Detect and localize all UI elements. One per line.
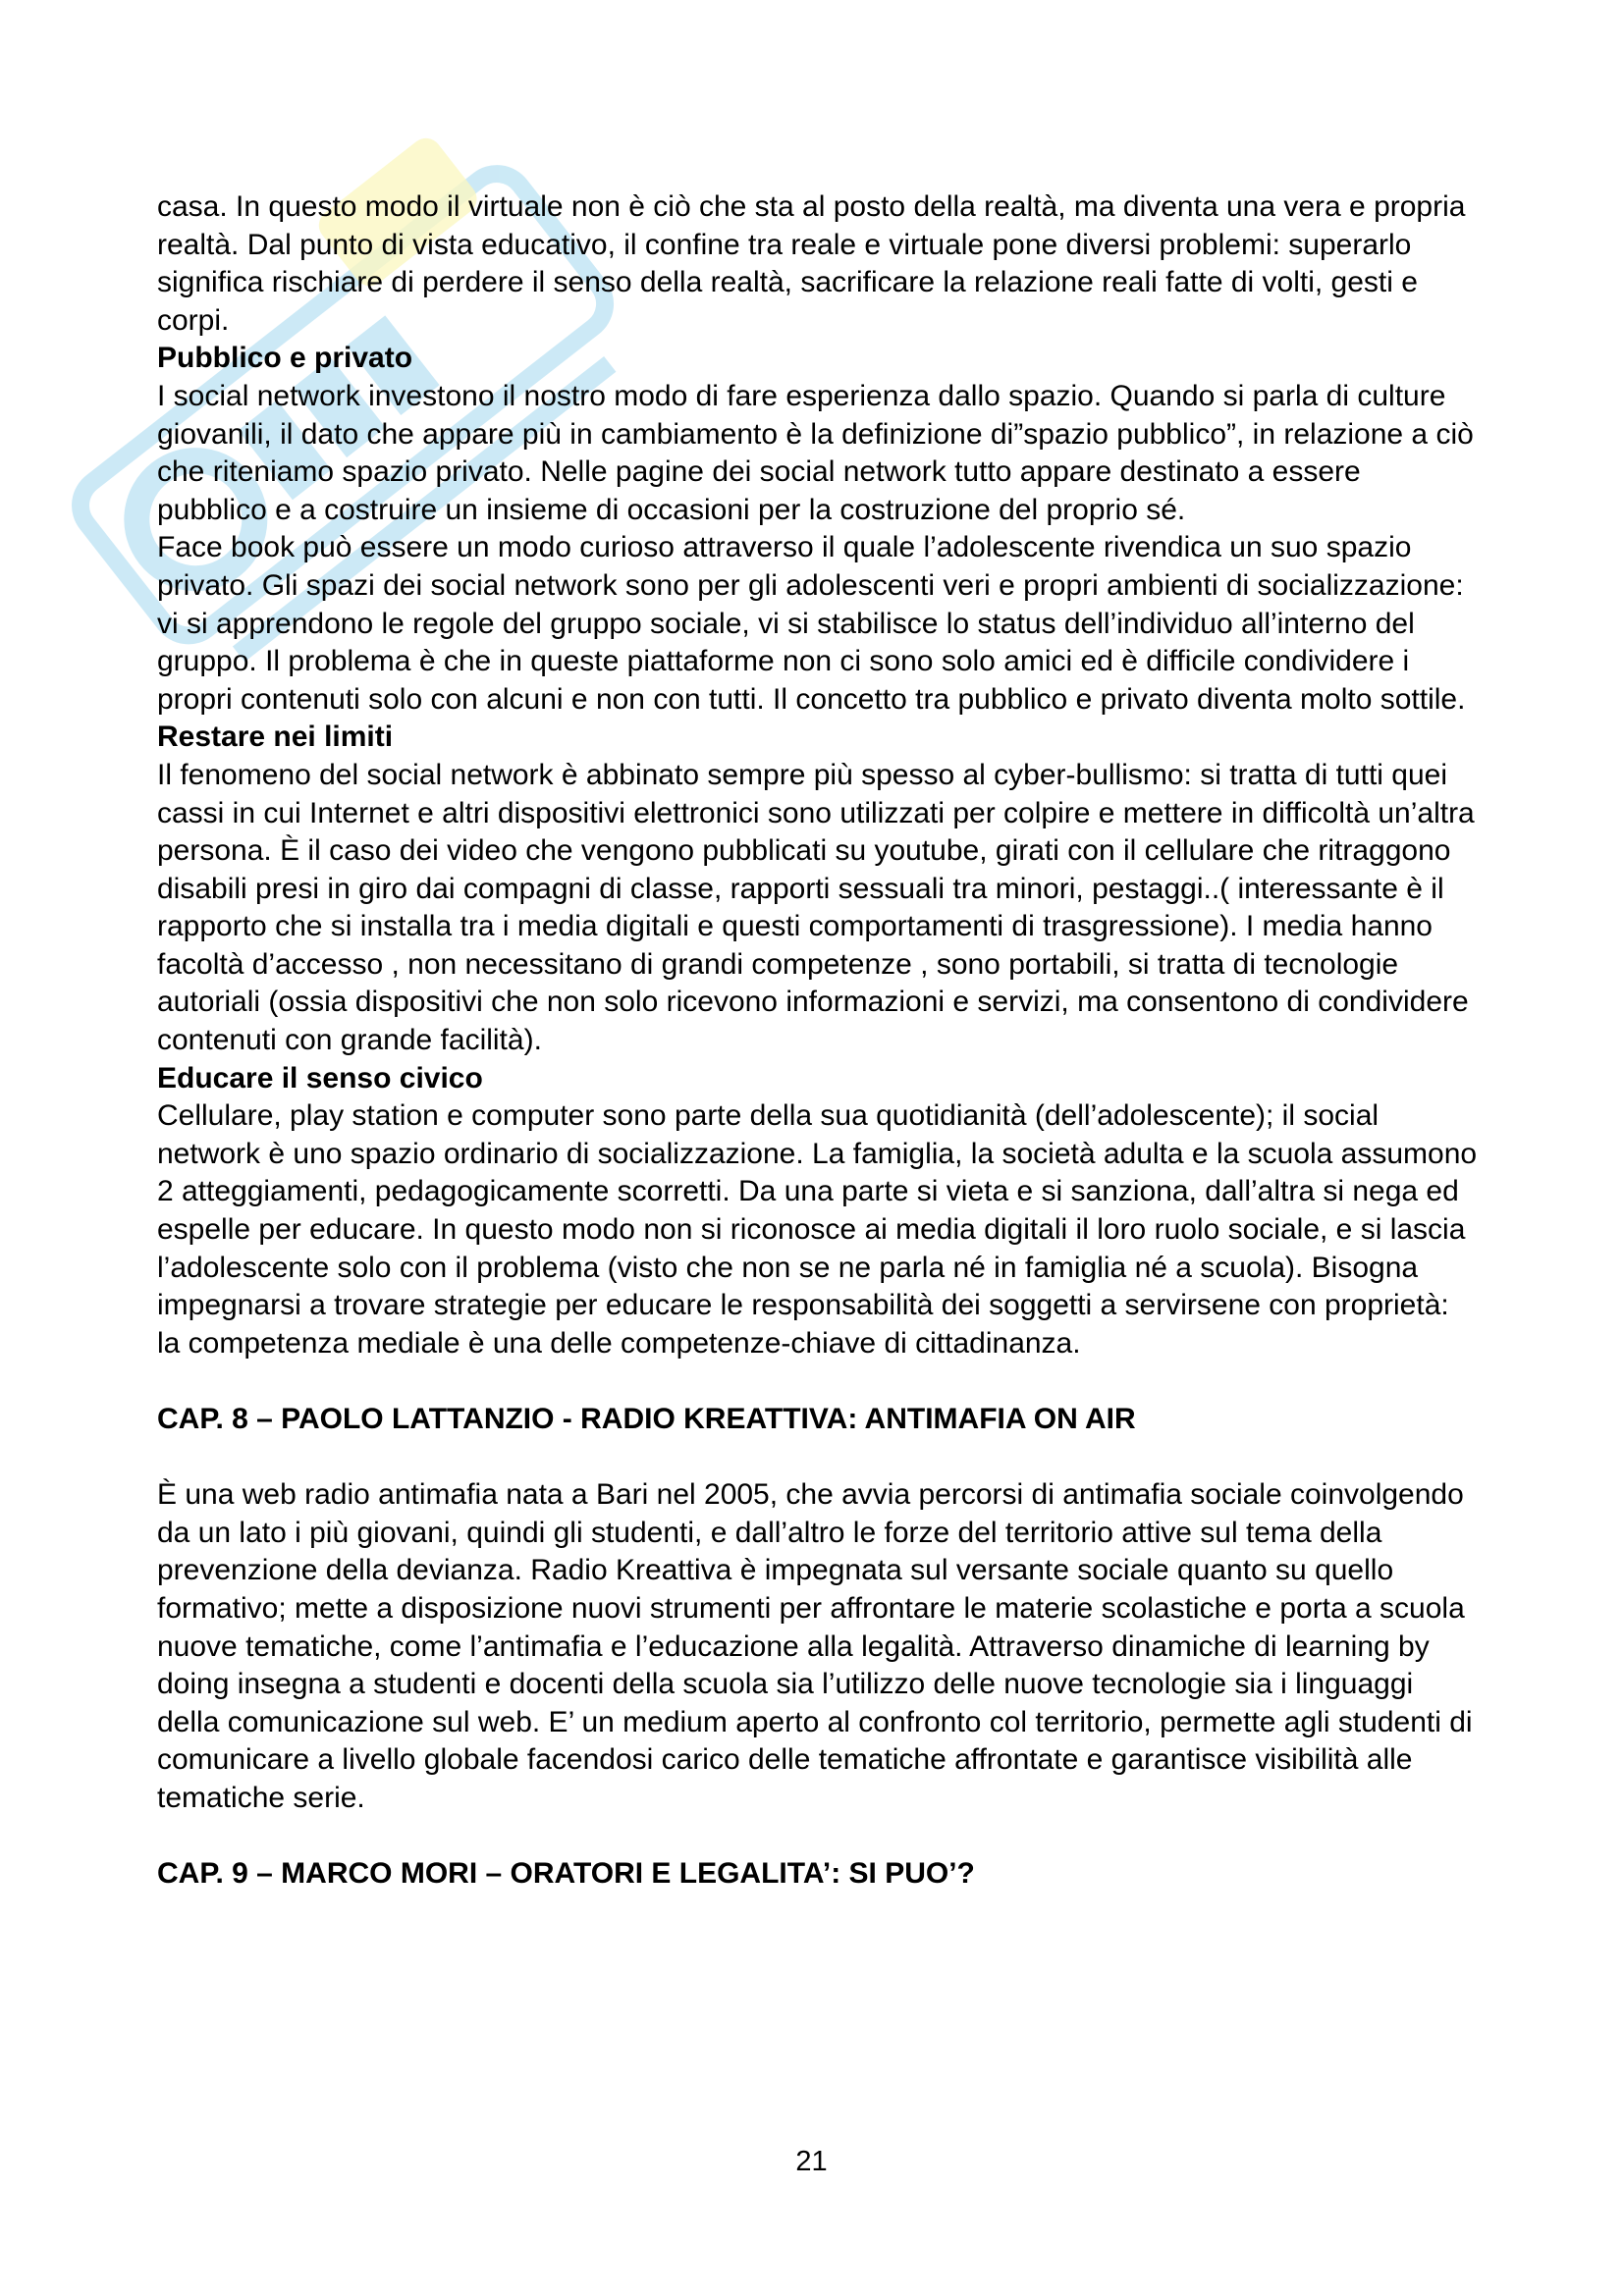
heading-senso-civico: Educare il senso civico [157,1061,483,1095]
heading-pubblico-privato: Pubblico e privato [157,342,413,375]
heading-restare-limiti: Restare nei limiti [157,721,394,754]
paragraph-cyberbullismo: Il fenomeno del social network è abbinato sempre più spesso al cyber-bullismo: si tratta di tutti quei cassi in cui Internet e altri dispositivi elettronici sono utilizzati per colpire e mettere in difficoltà un’altra persona. È il caso dei video che vengono pubblicati su youtube, girati con il cellulare che ritraggono disabili presi in giro dai compagni di classe, rapporti sessuali tra minori, pestaggi..( interessante è il rapporto che si installa tra i media digitali e questi comportamenti di trasgressione). I media hanno facoltà d’accesso , non necessitano di grandi competenze , sono portabili, si tratta di tecnologie autoriali (ossia dispositivi che non solo ricevono informazioni e servizi, ma consentono di condividere contenuti con grande facilità). [157,758,1475,1057]
paragraph-virtual-reality: casa. In questo modo il virtuale non è ciò che sta al posto della realtà, ma diventa una vera e propria realtà. Dal punto di vista educativo, il confine tra reale e virtuale pone diversi problemi: superarlo significa rischiare di perdere il senso della realtà, sacrificare la relazione reali fatte di volti, gesti e corpi. [157,190,1466,337]
spacer [157,1818,1478,1856]
paragraph-senso-civico: Cellulare, play station e computer sono parte della sua quotidianità (dell’adolescente); il social network è uno spazio ordinario di socializzazione. La famiglia, la società adulta e la scuola assumono 2 atteggiamenti, pedagogicamente scorretti. Da una parte si vieta e si sanziona, dall’altra si nega ed espelle per educare. In questo modo non si riconosce ai media digitali il loro ruolo sociale, e si lascia l’adolescente solo con il problema (visto che non se ne parla né in famiglia né a scuola). Bisogna impegnarsi a trovare strategie per educare le responsabilità dei soggetti a servirsene con proprietà: la competenza mediale è una delle competenze-chiave di cittadinanza. [157,1099,1478,1360]
chapter-heading-8: CAP. 8 – PAOLO LATTANZIO - RADIO KREATTIVA: ANTIMAFIA ON AIR [157,1403,1136,1435]
spacer [157,1362,1478,1401]
chapter-heading-9: CAP. 9 – MARCO MORI – ORATORI E LEGALITA’: SI PUO’? [157,1857,975,1891]
page-number: 21 [795,2146,828,2177]
spacer [157,1439,1478,1477]
paragraph-facebook: Face book può essere un modo curioso attraverso il quale l’adolescente rivendica un suo spazio privato. Gli spazi dei social network sono per gli adolescenti veri e propri ambienti di socializzazione: vi si apprendono le regole del gruppo sociale, vi si stabilisce lo status dell’individuo all’interno del gruppo. Il problema è che in queste piattaforme non ci sono solo amici ed è difficile condividere i propri contenuti solo con alcuni e non con tutti. Il concetto tra pubblico e privato diventa molto sottile. [157,531,1466,716]
page-body [157,188,1478,1894]
paragraph-radio-kreattiva: È una web radio antimafia nata a Bari nel 2005, che avvia percorsi di antimafia sociale coinvolgendo da un lato i più giovani, quindi gli studenti, e dall’altro le forze del territorio attive sul tema della prevenzione della devianza. Radio Kreattiva è impegnata sul versante sociale quanto su quello formativo; mette a disposizione nuovi strumenti per affrontare le materie scolastiche e porta a scuola nuove tematiche, come l’antimafia e l’educazione alla legalità. Attraverso dinamiche di learning by doing insegna a studenti e docenti della scuola sia l’utilizzo delle nuove tecnologie sia i linguaggi della comunicazione sul web. E’ un medium aperto al confronto col territorio, permette agli studenti di comunicare a livello globale facendosi carico delle tematiche affrontate e garantisce visibilità alle tematiche serie. [157,1478,1473,1814]
paragraph-spazio-pubblico: I social network investono il nostro modo di fare esperienza dallo spazio. Quando si parla di culture giovanili, il dato che appare più in cambiamento è la definizione di”spazio pubblico”, in relazione a ciò che riteniamo spazio privato. Nelle pagine dei social network tutto appare destinato a essere pubblico e a costruire un insieme di occasioni per la costruzione del proprio sé. [157,379,1474,526]
